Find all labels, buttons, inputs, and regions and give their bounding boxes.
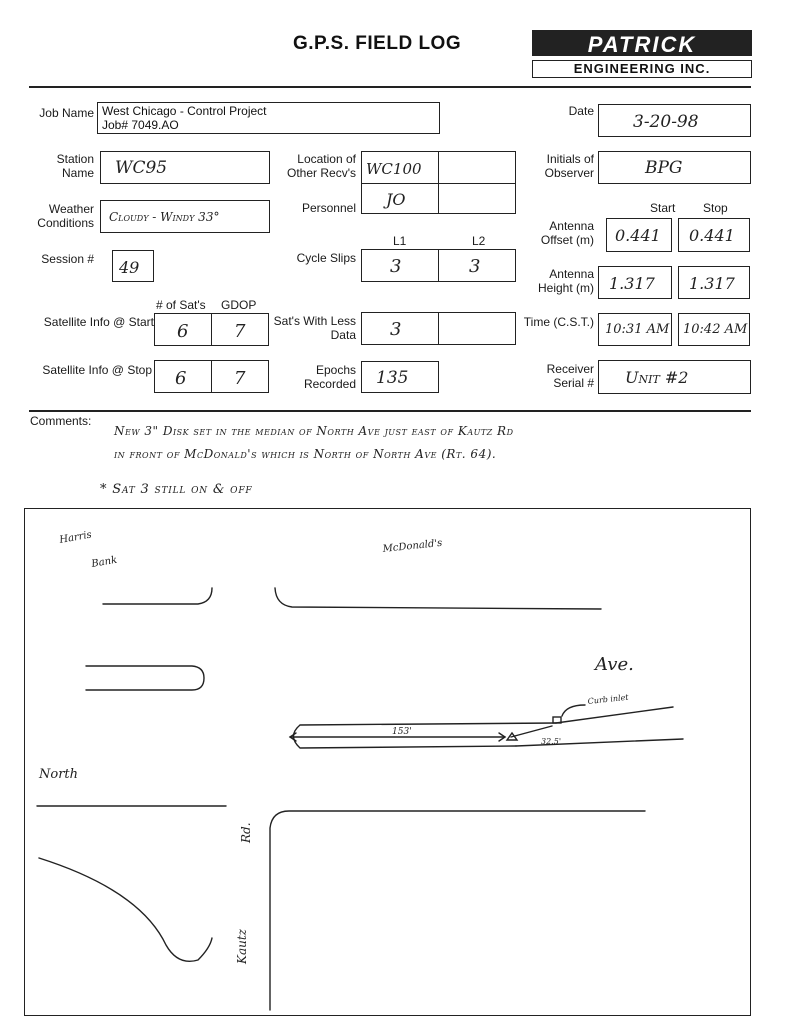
antenna-height-start-value: 1.317 [609, 274, 655, 293]
logo-wordmark: PATRICK [532, 30, 752, 56]
dimension-32-arrow [511, 726, 552, 737]
antenna-height-stop-value: 1.317 [689, 274, 735, 293]
personnel-label: Personnel [301, 201, 356, 215]
comments-label: Comments: [30, 414, 92, 428]
station-name-value: WC95 [115, 158, 168, 178]
road-edge-east-upper [556, 707, 673, 723]
kautz-label: Kautz [235, 929, 249, 964]
distance-32-label: 32.5' [541, 737, 562, 746]
cycle-slips-l1-value: 3 [390, 256, 402, 277]
sats-less-data-value: 3 [390, 319, 402, 340]
kautz-road-east-curb [270, 811, 645, 1010]
sat-stop-count-value: 6 [175, 368, 187, 389]
time-start-value: 10:31 AM [605, 322, 670, 337]
corner-curve [39, 858, 212, 961]
receiver-value: Unit #2 [625, 368, 689, 387]
session-value: 49 [119, 258, 140, 277]
ave-label: Ave. [595, 654, 634, 675]
harris-label: Harris [58, 529, 93, 546]
logo-subtitle: ENGINEERING INC. [532, 60, 752, 78]
job-number-value: Job# 7049.AO [102, 118, 179, 132]
weather-value: Cloudy - Windy 33° [109, 210, 220, 224]
sat-stop-gdop-value: 7 [234, 368, 246, 389]
mcdonalds-label: McDonald's [382, 537, 443, 555]
antenna-offset-start-value: 0.441 [615, 226, 661, 245]
job-name-value: West Chicago - Control Project [102, 104, 267, 118]
l2-column-label: L2 [472, 234, 486, 248]
bank-label: Bank [90, 554, 118, 570]
location-other-label: Location of Other Recv's [287, 152, 356, 180]
antenna-offset-label: Antenna Offset (m) [540, 219, 594, 247]
time-label: Time (C.S.T.) [523, 315, 594, 329]
epochs-label: Epochs Recorded [303, 363, 356, 391]
north-label: North [39, 767, 79, 782]
gdop-column-label: GDOP [221, 298, 257, 312]
rd-label: Rd. [239, 822, 253, 843]
sat-start-gdop-value: 7 [234, 321, 246, 342]
weather-label: Weather Conditions [37, 202, 94, 230]
l1-column-label: L1 [393, 234, 407, 248]
epochs-value: 135 [376, 368, 409, 388]
num-sats-column-label: # of Sat's [156, 298, 206, 312]
initials-label: Initials of Observer [544, 152, 594, 180]
distance-153-label: 153' [392, 727, 412, 737]
initials-value: BPG [645, 158, 683, 178]
comments-line-1: New 3" Disk set in the median of North Ave just east of Kautz Rd [114, 424, 514, 438]
form-title: G.P.S. FIELD LOG [293, 33, 462, 54]
cycle-slips-l2-value: 3 [469, 256, 481, 277]
sat-info-start-label: Satellite Info @ Start [43, 315, 154, 329]
station-name-label: Station Name [56, 152, 94, 180]
date-label: Date [568, 104, 594, 118]
comments-line-2: in front of McDonald's which is North of North Ave (Rt. 64). [114, 447, 497, 461]
road-edge-upper-left [103, 588, 212, 604]
personnel-value: JO [386, 190, 406, 209]
comments-line-3: * Sat 3 still on & off [100, 482, 253, 497]
date-value: 3-20-98 [633, 112, 699, 132]
sat-start-count-value: 6 [177, 321, 189, 342]
start-column-label: Start [650, 201, 676, 215]
median-left [86, 666, 204, 690]
stop-column-label: Stop [703, 201, 728, 215]
session-label: Session # [41, 252, 94, 266]
receiver-label: Receiver Serial # [546, 362, 594, 390]
location-other-value: WC100 [366, 160, 422, 178]
cycle-slips-label: Cycle Slips [296, 251, 356, 265]
antenna-height-label: Antenna Height (m) [537, 267, 594, 295]
road-edge-upper-right [275, 588, 601, 609]
job-name-label: Job Name [39, 106, 94, 120]
sats-less-data-label: Sat's With Less Data [273, 314, 356, 342]
curb-inlet-label: Curb inlet [587, 692, 629, 706]
time-stop-value: 10:42 AM [683, 322, 748, 337]
sat-info-stop-label: Satellite Info @ Stop [42, 363, 152, 377]
antenna-offset-stop-value: 0.441 [689, 226, 735, 245]
curb-inlet-leader [562, 705, 585, 716]
